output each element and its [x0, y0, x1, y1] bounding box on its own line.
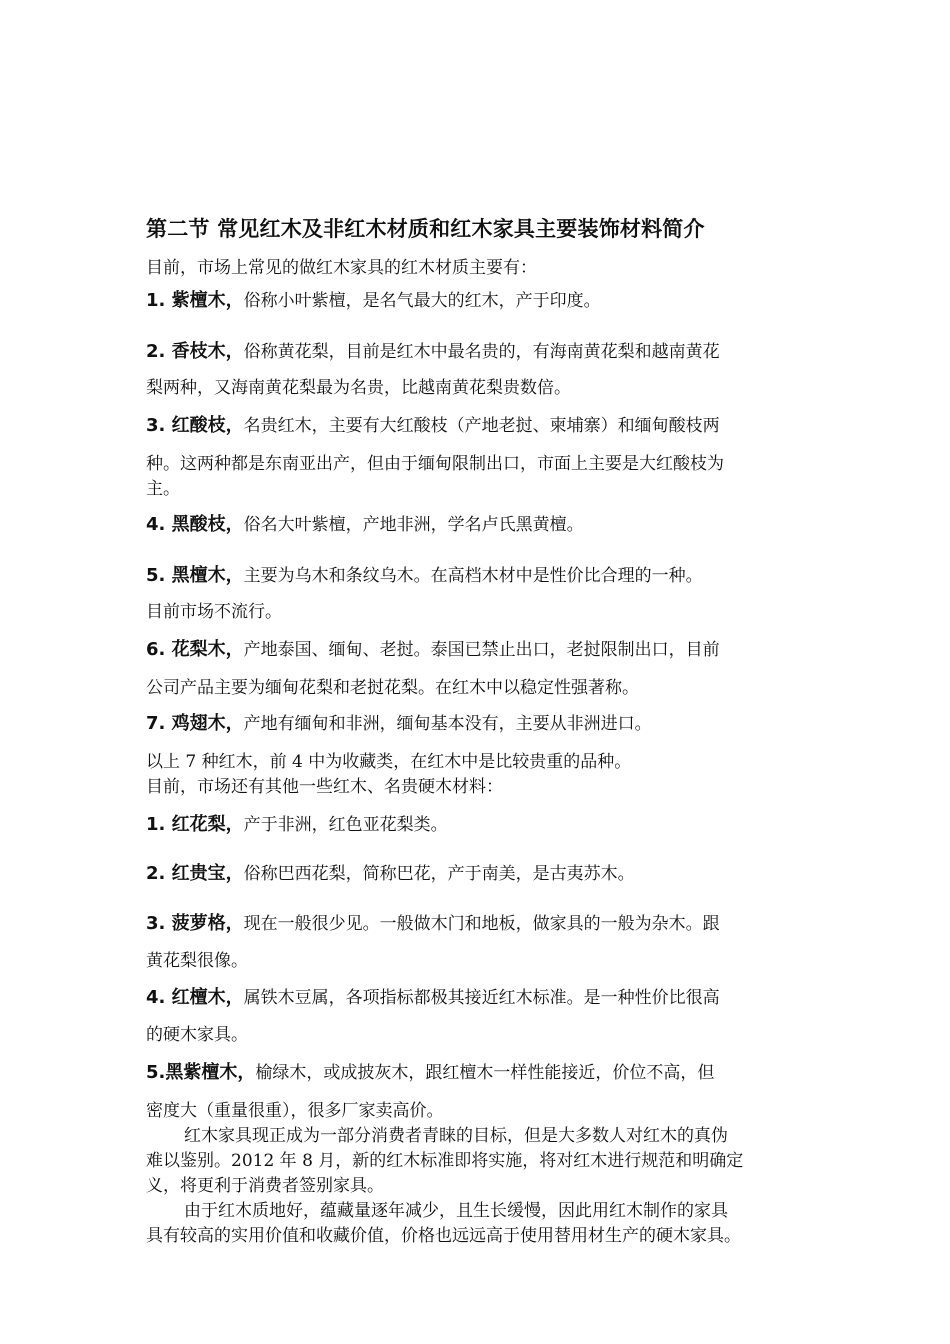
wood-item-head: 6. 花梨木，: [146, 639, 244, 660]
wood-item-text: 俗称小叶紫檀，是名气最大的红木，产于印度。: [243, 291, 601, 311]
material-item-4: [146, 986, 720, 1010]
material-item-text: 榆绿木，或成披灰木，跟红檀木一样性能接近，价位不高，但: [255, 1063, 715, 1083]
wood-item-head: 4. 黑酸枝，: [146, 514, 244, 535]
material-item-4-cont: 的硬木家具。: [146, 1025, 248, 1045]
material-item-head: 4. 红檀木，: [146, 987, 244, 1008]
intro-line: 目前，市场上常见的做红木家具的红木材质主要有：: [146, 258, 537, 278]
material-item-head: 5.黑紫檀木，: [146, 1062, 256, 1083]
material-item-2: [146, 862, 635, 886]
wood-item-head: 7. 鸡翅木，: [146, 713, 244, 734]
wood-item-1: [146, 289, 601, 313]
material-item-text: 俗称巴西花梨，简称巴花，产于南美，是古夷苏木。: [243, 864, 635, 884]
paragraph-2-line-2: 具有较高的实用价值和收藏价值，价格也远远高于使用替用材生产的硬木家具。: [146, 1226, 741, 1246]
material-item-text: 现在一般很少见。一般做木门和地板，做家具的一般为杂木。跟: [243, 914, 720, 934]
wood-item-6: [146, 638, 720, 662]
wood-item-head: 2. 香枝木，: [146, 341, 244, 362]
wood-item-text: 名贵红木，主要有大红酸枝（产地老挝、柬埔寨）和缅甸酸枝两: [243, 416, 720, 436]
wood-item-text: 主要为乌木和条纹乌木。在高档木材中是性价比合理的一种。: [243, 566, 703, 586]
material-item-head: 3. 菠萝格，: [146, 913, 244, 934]
wood-item-5: [146, 564, 703, 588]
wood-item-6-cont: 公司产品主要为缅甸花梨和老挝花梨。在红木中以稳定性强著称。: [146, 678, 639, 698]
wood-item-3: [146, 414, 720, 438]
material-item-head: 2. 红贵宝，: [146, 863, 244, 884]
wood-item-head: 3. 红酸枝，: [146, 415, 244, 436]
material-item-head: 1. 红花梨，: [146, 814, 244, 835]
wood-item-3-cont: 种。这两种都是东南亚出产，但由于缅甸限制出口，市面上主要是大红酸枝为: [146, 454, 724, 474]
wood-item-head: 5. 黑檀木，: [146, 565, 244, 586]
wood-item-3-cont2: 主。: [146, 479, 180, 499]
section-title: 第二节 常见红木及非红木材质和红木家具主要装饰材料简介: [146, 217, 705, 241]
wood-item-text: 产地泰国、缅甸、老挝。泰国已禁止出口，老挝限制出口，目前: [243, 640, 720, 660]
paragraph-2-line-1: 由于红木质地好，蕴藏量逐年减少，且生长缓慢，因此用红木制作的家具: [184, 1201, 728, 1221]
wood-item-2: [146, 340, 720, 364]
material-item-1: [146, 813, 448, 837]
wood-item-5-cont: 目前市场不流行。: [146, 602, 282, 622]
paragraph-1-line-3: 义，将更利于消费者签别家具。: [146, 1176, 384, 1196]
wood-item-7: [146, 712, 652, 736]
wood-item-text: 产地有缅甸和非洲，缅甸基本没有，主要从非洲进口。: [243, 714, 652, 734]
summary-line: 以上 7 种红木，前 4 中为收藏类，在红木中是比较贵重的品种。: [146, 752, 632, 772]
intro2-line: 目前，市场还有其他一些红木、名贵硬木材料：: [146, 777, 503, 797]
material-item-3: [146, 912, 720, 936]
paragraph-1-line-1: 红木家具现正成为一部分消费者青睐的目标，但是大多数人对红木的真伪: [184, 1126, 728, 1146]
material-item-text: 属铁木豆属，各项指标都极其接近红木标准。是一种性价比很高: [243, 988, 720, 1008]
material-item-5-cont: 密度大（重量很重），很多厂家卖高价。: [146, 1101, 444, 1121]
wood-item-head: 1. 紫檀木，: [146, 290, 244, 311]
paragraph-1-line-2: 难以鉴别。2012 年 8 月，新的红木标准即将实施，将对红木进行规范和明确定: [146, 1151, 744, 1171]
material-item-3-cont: 黄花梨很像。: [146, 951, 248, 971]
material-item-text: 产于非洲，红色亚花梨类。: [243, 815, 448, 835]
material-item-5: [146, 1061, 714, 1085]
wood-item-4: [146, 513, 584, 537]
wood-item-text: 俗称黄花梨，目前是红木中最名贵的，有海南黄花梨和越南黄花: [243, 342, 720, 362]
wood-item-2-cont: 梨两种，又海南黄花梨最为名贵，比越南黄花梨贵数倍。: [146, 378, 571, 398]
wood-item-text: 俗名大叶紫檀，产地非洲，学名卢氏黑黄檀。: [243, 515, 584, 535]
